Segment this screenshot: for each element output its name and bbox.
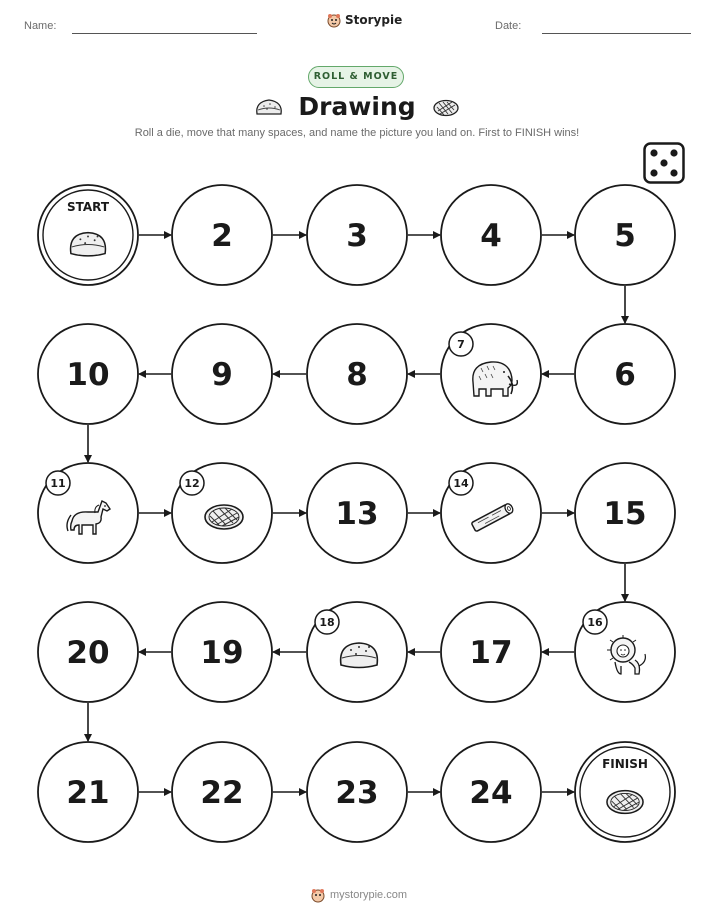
title-text: Drawing <box>298 92 416 121</box>
bread-roll-icon <box>71 233 106 256</box>
space-number: 18 <box>319 616 335 629</box>
board-space-1 <box>38 185 138 285</box>
board-space-17 <box>441 602 541 702</box>
footer <box>310 887 407 903</box>
space-number: 21 <box>66 775 110 811</box>
board-space-10 <box>38 324 138 424</box>
space-number: 12 <box>184 477 200 490</box>
space-number: 19 <box>200 635 244 671</box>
board-space-19 <box>172 602 272 702</box>
board-space-15 <box>575 463 675 563</box>
space-number: 14 <box>453 477 469 490</box>
space-number: 15 <box>603 496 647 532</box>
board-space-25 <box>575 742 675 842</box>
space-number: 20 <box>66 635 110 671</box>
brand-name: Storypie <box>345 13 403 27</box>
space-number: 8 <box>346 357 368 393</box>
board-space-4 <box>441 185 541 285</box>
instructions: Roll a die, move that many spaces, and name the picture you land on. First to FINISH wins! <box>134 127 580 139</box>
space-number: 17 <box>469 635 513 671</box>
board-space-20 <box>38 602 138 702</box>
space-number: 22 <box>200 775 244 811</box>
board-space-12 <box>172 463 272 563</box>
space-number: 6 <box>614 357 636 393</box>
space-number: 7 <box>457 338 465 351</box>
name-label: Name: <box>24 20 57 32</box>
space-label: FINISH <box>602 757 648 771</box>
board-space-24 <box>441 742 541 842</box>
space-number: 3 <box>346 218 368 254</box>
space-number: 10 <box>66 357 110 393</box>
steak-icon <box>607 791 643 814</box>
board-space-8 <box>307 324 407 424</box>
board-space-21 <box>38 742 138 842</box>
board-space-6 <box>575 324 675 424</box>
space-number: 11 <box>50 477 66 490</box>
board-space-3 <box>307 185 407 285</box>
space-number: 5 <box>614 218 636 254</box>
space-number: 24 <box>469 775 513 811</box>
bread-roll-icon <box>341 643 378 668</box>
date-label: Date: <box>495 20 522 32</box>
board-space-13 <box>307 463 407 563</box>
board-space-22 <box>172 742 272 842</box>
board-space-18 <box>307 602 407 702</box>
space-number: 4 <box>480 218 502 254</box>
space-number: 9 <box>211 357 233 393</box>
board-space-16 <box>575 602 675 702</box>
board-space-23 <box>307 742 407 842</box>
space-number: 2 <box>211 218 233 254</box>
space-number: 23 <box>335 775 379 811</box>
steak-icon <box>205 505 243 529</box>
footer-url: mystorypie.com <box>330 889 408 901</box>
board-space-5 <box>575 185 675 285</box>
board-space-11 <box>38 463 138 563</box>
board-space-7 <box>441 324 541 424</box>
space-label: START <box>66 200 110 214</box>
board-space-2 <box>172 185 272 285</box>
space-number: 13 <box>335 496 379 532</box>
board-space-14 <box>441 463 541 563</box>
storypie-logo-icon <box>310 887 326 903</box>
board-space-9 <box>172 324 272 424</box>
activity-badge: ROLL & MOVE <box>308 66 404 88</box>
space-number: 16 <box>587 616 603 629</box>
